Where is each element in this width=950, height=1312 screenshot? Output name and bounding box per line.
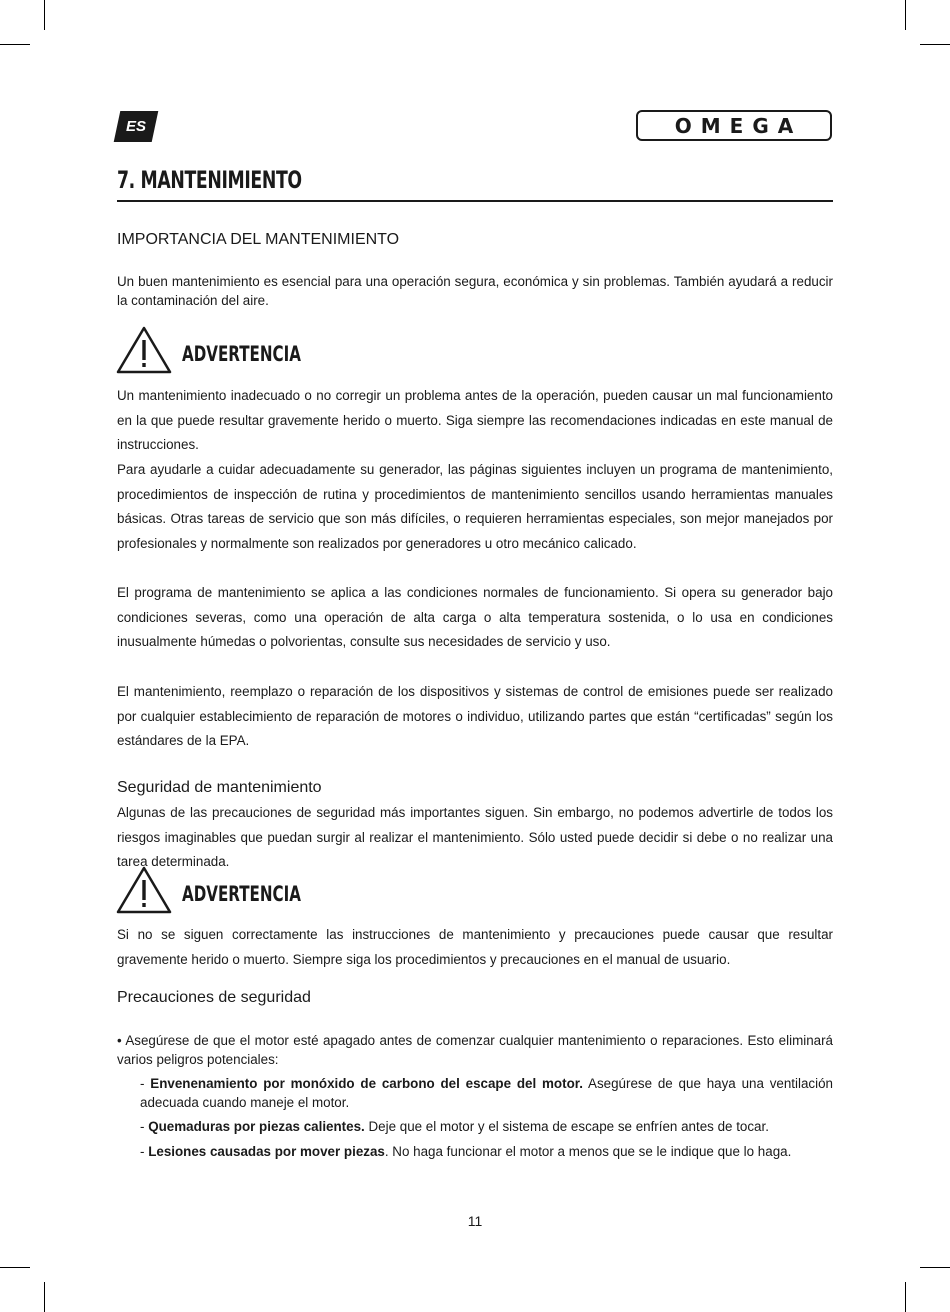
crop-mark [0,1267,30,1268]
precaution-bullet: • Asegúrese de que el motor esté apagado antes de comenzar cualquier mantenimiento o reparaciones. Esto eliminará varios peligros potenciales: [117,1033,833,1067]
warning-label: ADVERTENCIA [182,882,301,906]
list-item [140,1117,833,1136]
crop-mark [905,0,906,30]
crop-mark [44,1282,45,1312]
title-divider [117,200,833,202]
page-number: 11 [467,1213,483,1229]
list-item [140,1074,833,1112]
warning-text: Un mantenimiento inadecuado o no corregir un problema antes de la operación, pueden causar un mal funcionamiento en la que puede resultar gravemente herido o muerto. Siga siempre las recomendaciones indicadas en este manual de instrucciones. [117,388,833,453]
list-item-text: . No haga funcionar el motor a menos que se le indique que lo haga. [384,1144,792,1159]
maintenance-safety-text: Algunas de las precauciones de seguridad más importantes siguen. Sin embargo, no podemos advertirle de todos los riesgos imaginables que puedan surgir al realizar el mantenimiento. Sólo usted puede decidir si debe o no realizar una tarea determinada. [117,805,833,870]
language-badge [114,111,159,142]
brand-logo-text: OMEGA [674,113,803,138]
list-item-bold: Lesiones causadas por mover piezas [148,1144,385,1159]
maintenance-safety-heading: Seguridad de mantenimiento [117,779,322,796]
list-item-text: Asegúrese de que haya una ventilación adecuada cuando maneje el motor. [140,1076,833,1110]
section-title: 7. MANTENIMIENTO [117,166,302,194]
list-item-bold: Quemaduras por piezas calientes. [148,1119,365,1134]
importance-text: Un buen mantenimiento es esencial para una operación segura, económica y sin problemas. También ayudará a reducir la contaminación del aire. [117,274,833,308]
language-badge-label: ES [125,118,146,135]
precautions-heading: Precauciones de seguridad [117,989,311,1006]
list-item-bold: Envenenamiento por monóxido de carbono del escape del motor. [150,1076,583,1091]
crop-mark [920,1267,950,1268]
list-item [140,1142,833,1161]
warning-text: Si no se siguen correctamente las instrucciones de mantenimiento y precauciones puede causar que resultar gravemente herido o muerto. Siempre siga los procedimientos y precauciones en el manual de usuario. [117,927,833,967]
crop-mark [905,1282,906,1312]
paragraph: El programa de mantenimiento se aplica a las condiciones normales de funcionamiento. Si opera su generador bajo condiciones severas, como una operación de alta carga o alta temperatura sostenida, o lo usa en condiciones inusualmente húmedas o polvorientas, consulte sus necesidades de servicio y uso. [117,585,833,650]
list-item-dash: - [140,1144,149,1159]
warning-icon [116,325,172,375]
warning-label: ADVERTENCIA [182,342,301,366]
list-item-dash: - [140,1076,151,1091]
paragraph: Para ayudarle a cuidar adecuadamente su generador, las páginas siguientes incluyen un programa de mantenimiento, procedimientos de inspección de rutina y procedimientos de mantenimiento sencillos usando herramientas manuales básicas. Otras tareas de servicio que son más difíciles, o requieren herramientas especiales, son mejor manejados por profesionales y normalmente son realizados por generadores u otro mecánico calicado. [117,462,833,552]
importance-heading: IMPORTANCIA DEL MANTENIMIENTO [117,231,400,248]
paragraph: El mantenimiento, reemplazo o reparación de los dispositivos y sistemas de control de emisiones puede ser realizado por cualquier establecimiento de reparación de motores o individuo, utilizando partes que están “certificadas” según los estándares de la EPA. [117,684,833,749]
list-item-dash: - [140,1119,149,1134]
crop-mark [0,44,30,45]
brand-logo [636,110,832,141]
crop-mark [920,44,950,45]
crop-mark [44,0,45,30]
warning-icon [116,865,172,915]
list-item-text: Deje que el motor y el sistema de escape se enfríen antes de tocar. [364,1119,769,1134]
